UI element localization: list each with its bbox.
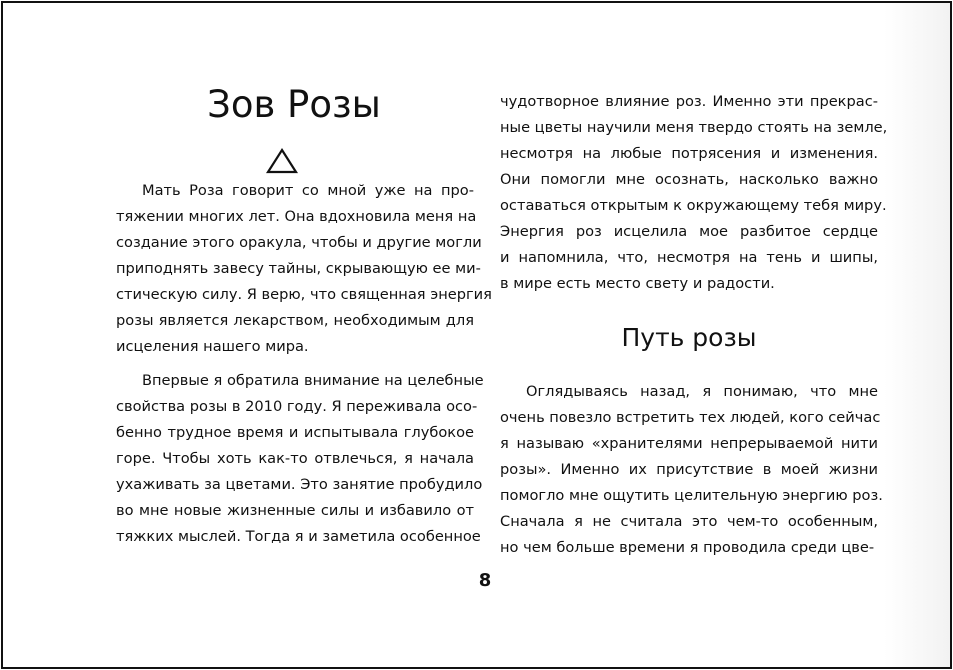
text-line: но чем больше времени я проводила среди цве- <box>500 539 875 556</box>
text-line: Оглядываясь назад, я понимаю, что мне <box>526 383 878 400</box>
text-line: Сначала я не считала это чем-то особенным, <box>500 513 878 530</box>
left-column <box>116 178 492 550</box>
text-line: тяжении многих лет. Она вдохновила меня на <box>116 208 477 225</box>
text-line: Впервые я обратила внимание на целебные <box>142 372 484 389</box>
triangle-icon <box>266 147 298 175</box>
text-line: очень повезло встретить тех людей, кого сейчас <box>500 409 881 426</box>
text-line: Они помогли мне осознать, насколько важно <box>500 171 878 188</box>
text-line: создание этого оракула, чтобы и другие могли <box>116 234 482 251</box>
text-line: в мире есть место свету и радости. <box>500 275 775 292</box>
text-line: помогло мне ощутить целительную энергию роз. <box>500 487 883 504</box>
text-line: чудотворное влияние роз. Именно эти прекрас- <box>500 93 878 110</box>
text-line: бенно трудное время и испытывала глубокое <box>116 424 474 441</box>
text-line: розы является лекарством, необходимым для <box>116 312 474 329</box>
paragraph-gap <box>116 360 474 368</box>
text-line: несмотря на любые потрясения и изменения. <box>500 145 878 162</box>
text-line: и напомнила, что, несмотря на тень и шипы, <box>500 249 878 266</box>
right-column <box>500 89 888 561</box>
text-line: розы». Именно их присутствие в моей жизни <box>500 461 878 478</box>
text-line: Мать Роза говорит со мной уже на про- <box>142 182 474 199</box>
text-line: ные цветы научили меня твердо стоять на земле, <box>500 119 888 136</box>
text-line: свойства розы в 2010 году. Я переживала осо- <box>116 398 478 415</box>
text-line: во мне новые жизненные силы и избавило от <box>116 502 474 519</box>
text-line: горе. Чтобы хоть как-то отвлечься, я начала <box>116 450 474 467</box>
page-number: 8 <box>478 570 492 591</box>
text-line: тяжких мыслей. Тогда я и заметила особенное <box>116 528 481 545</box>
text-line: стическую силу. Я верю, что священная энергия <box>116 286 492 303</box>
chapter-title: Зов Розы <box>207 83 381 126</box>
text-line: Энергия роз исцелила мое разбитое сердце <box>500 223 878 240</box>
section-subheading: Путь розы <box>621 323 757 352</box>
text-line: оставаться открытым к окружающему тебя миру. <box>500 197 887 214</box>
text-line: исцеления нашего мира. <box>116 338 309 355</box>
text-line: ухаживать за цветами. Это занятие пробудило <box>116 476 483 493</box>
text-line: приподнять завесу тайны, скрывающую ее ми- <box>116 260 481 277</box>
text-line: я называю «хранителями непрерываемой нити <box>500 435 878 452</box>
